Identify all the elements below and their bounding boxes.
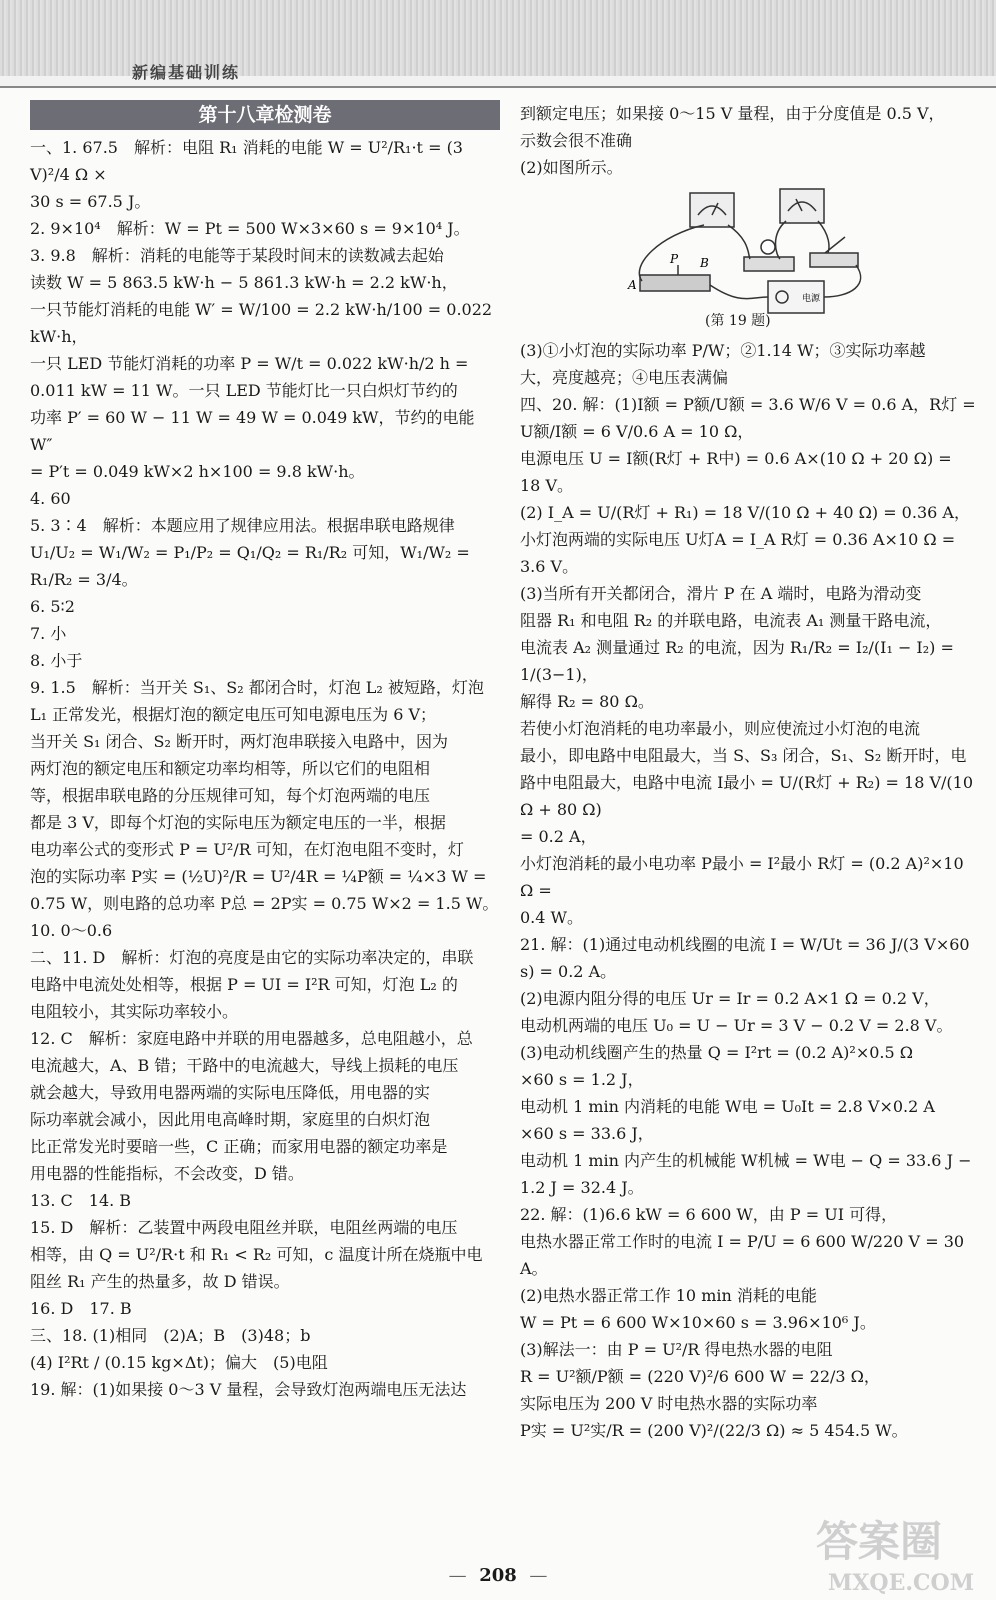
answer-line: 比正常发光时要暗一些，C 正确；而家用电器的额定功率是 (30, 1137, 448, 1156)
page-dash-left: — (448, 1565, 467, 1586)
answer-line: (3)①小灯泡的实际功率 P/W；②1.14 W；③实际功率越 (520, 341, 926, 360)
answer-line: 0.75 W，则电路的总功率 P总 = 2P实 = 0.75 W×2 = 1.5 W。 (30, 894, 499, 913)
answer-line: 21. 解：(1)通过电动机线圈的电流 I = W/Ut = 36 J/(3 V×60 s) = 0.2 A。 (520, 935, 970, 981)
answer-line: = 0.2 A， (520, 827, 597, 846)
figure-caption: (第 19 题) (705, 313, 771, 329)
answer-line: 10. 0～0.6 (30, 921, 113, 940)
answer-line: 都是 3 V，即每个灯泡的实际电压为额定电压的一半，根据 (30, 813, 446, 832)
answer-line: 大，亮度越亮；④电压表满偏 (520, 368, 729, 387)
answer-line: 读数 W = 5 863.5 kW·h − 5 861.3 kW·h = 2.2 kW·h， (30, 273, 458, 292)
answer-line: 0.4 W。 (520, 908, 583, 927)
answer-line: 电路中电流处处相等，根据 P = UI = I²R 可知，灯泡 L₂ 的 (30, 975, 458, 994)
answer-line: 12. C 解析：家庭电路中并联的用电器越多，总电阻越小，总 (30, 1029, 473, 1048)
answer-line: 5. 3∶4 解析：本题应用了规律应用法。根据串联电路规律 (30, 516, 455, 535)
section-title: 第十八章检测卷 (30, 100, 500, 130)
watermark-logo (806, 1508, 976, 1596)
answer-line: 16. D 17. B (30, 1299, 132, 1318)
label-supply: 电源 (802, 294, 821, 304)
answer-line: 实际电压为 200 V 时电热水器的实际功率 (520, 1394, 818, 1413)
answer-line: (3)解法一：由 P = U²/R 得电热水器的电阻 (520, 1340, 833, 1359)
left-answers (30, 134, 500, 1403)
label-b: B (700, 256, 709, 270)
answer-line: 等，根据串联电路的分压规律可知，每个灯泡两端的电压 (30, 786, 431, 805)
answer-line: 9. 1.5 解析：当开关 S₁、S₂ 都闭合时，灯泡 L₂ 被短路，灯泡 (30, 678, 484, 697)
answer-line: 电源电压 U = I额(R灯 + R中) = 0.6 A×(10 Ω + 20 Ω) = 18 V。 (520, 449, 952, 495)
answer-line: 当开关 S₁ 闭合、S₂ 断开时，两灯泡串联接入电路中，因为 (30, 732, 449, 751)
answer-line: 电动机两端的电压 U₀ = U − Ur = 3 V − 0.2 V = 2.8 V。 (520, 1016, 953, 1035)
answer-line: 电流越大，A、B 错；干路中的电流越大，导线上损耗的电压 (30, 1056, 459, 1075)
answer-line: 电流表 A₂ 测量通过 R₂ 的电流，因为 R₁/R₂ = I₂/(I₁ − I₂) = 1/(3−1)， (520, 638, 954, 684)
header-rule (0, 86, 996, 88)
answer-line: 0.011 kW = 11 W。一只 LED 节能灯比一只白炽灯节约的 (30, 381, 458, 400)
answer-line: P实 = U²实/R = (200 V)²/(22/3 Ω) ≈ 5 454.5 W。 (520, 1421, 908, 1440)
answer-line: 示数会很不准确 (520, 131, 633, 150)
circuit-figure (620, 185, 880, 333)
answer-line: 用电器的性能指标，不会改变，D 错。 (30, 1164, 304, 1183)
answer-line: 6. 5∶2 (30, 597, 75, 616)
answer-line: (4) I²Rt / (0.15 kg×Δt)；偏大 (5)电阻 (30, 1353, 328, 1372)
answer-line: 若使小灯泡消耗的电功率最小，则应使流过小灯泡的电流 (520, 719, 921, 738)
answer-line: 解得 R₂ = 80 Ω。 (520, 692, 654, 711)
answer-line: ×60 s = 33.6 J， (520, 1124, 654, 1143)
answer-line: 13. C 14. B (30, 1191, 132, 1210)
label-p: P (670, 252, 679, 266)
page-number-text: 208 (479, 1565, 517, 1586)
right-answers-top (520, 100, 976, 181)
answer-line: W = Pt = 6 600 W×10×60 s = 3.96×10⁶ J。 (520, 1313, 876, 1332)
answer-line: 2. 9×10⁴ 解析：W = Pt = 500 W×3×60 s = 9×10⁴ J。 (30, 219, 470, 238)
answer-line: 路中电阻最大，电路中电流 I最小 = U/(R灯 + R₂) = 18 V/(10 Ω + 80 Ω) (520, 773, 974, 819)
answer-line: 电动机 1 min 内消耗的电能 W电 = U₀It = 2.8 V×0.2 A (520, 1097, 935, 1116)
answer-line: 两灯泡的额定电压和额定功率均相等，所以它们的电阻相 (30, 759, 431, 778)
answer-line: = P′t = 0.049 kW×2 h×100 = 9.8 kW·h。 (30, 462, 365, 481)
right-answers-bottom (520, 337, 976, 1444)
answer-line: 阻丝 R₁ 产生的热量多，故 D 错误。 (30, 1272, 290, 1291)
answer-line: 3. 9.8 解析：消耗的电能等于某段时间末的读数减去起始 (30, 246, 444, 265)
answer-line: 8. 小于 (30, 651, 83, 670)
answer-line: 际功率就会减小，因此用电高峰时期，家庭里的白炽灯泡 (30, 1110, 431, 1129)
answer-line: L₁ 正常发光，根据灯泡的额定电压可知电源电压为 6 V； (30, 705, 437, 724)
answer-line: (3)当所有开关都闭合，滑片 P 在 A 端时，电路为滑动变 (520, 584, 922, 603)
answer-line: 15. D 解析：乙装置中两段电阻丝并联，电阻丝两端的电压 (30, 1218, 458, 1237)
answer-line: 三、18. (1)相同 (2)A；B (3)48；b (30, 1326, 311, 1345)
answer-line: (2)电源内阻分得的电压 Ur = Ir = 0.2 A×1 Ω = 0.2 V， (520, 989, 940, 1008)
answer-line: 1.2 J = 32.4 J。 (520, 1178, 644, 1197)
answer-line: 4. 60 (30, 489, 71, 508)
answer-line: 7. 小 (30, 624, 67, 643)
answer-line: 19. 解：(1)如果接 0～3 V 量程，会导致灯泡两端电压无法达 (30, 1380, 467, 1399)
answer-line: 到额定电压；如果接 0～15 V 量程，由于分度值是 0.5 V， (520, 104, 945, 123)
series-title: 新编基础训练 (132, 63, 241, 82)
answer-line: 小灯泡两端的实际电压 U灯A = I_A R灯 = 0.36 A×10 Ω = 3.6 V。 (520, 530, 956, 576)
watermark-line2: MXQE.COM (828, 1570, 975, 1596)
answer-line: 最小，即电路中电阻最大，当 S、S₃ 闭合，S₁、S₂ 断开时，电 (520, 746, 967, 765)
answer-line: 一只节能灯消耗的电能 W′ = W/100 = 2.2 kW·h/100 = 0.022 kW·h， (30, 300, 493, 346)
answer-line: 22. 解：(1)6.6 kW = 6 600 W，由 P = UI 可得， (520, 1205, 898, 1224)
answer-line: 相等，由 Q = U²/R·t 和 R₁ < R₂ 可知，c 温度计所在烧瓶中电 (30, 1245, 483, 1264)
answer-line: 30 s = 67.5 J。 (30, 192, 151, 211)
answer-line: 二、11. D 解析：灯泡的亮度是由它的实际功率决定的，串联 (30, 948, 474, 967)
watermark-line1: 答案圈 (816, 1517, 943, 1566)
answer-line: 电动机 1 min 内产生的机械能 W机械 = W电 − Q = 33.6 J − (520, 1151, 972, 1170)
answer-line: 功率 P′ = 60 W − 11 W = 49 W = 0.049 kW，节约的电能 W″ (30, 408, 475, 454)
answer-line: 一、1. 67.5 解析：电阻 R₁ 消耗的电能 W = U²/R₁·t = (3 V)²/4 Ω × (30, 138, 463, 184)
page-dash-right: — (529, 1565, 548, 1586)
answer-line: 泡的实际功率 P实 = (½U)²/R = U²/4R = ¼P额 = ¼×3 W = (30, 867, 487, 886)
answer-line: 阻器 R₁ 和电阻 R₂ 的并联电路，电流表 A₁ 测量干路电流， (520, 611, 942, 630)
answer-line: 电功率公式的变形式 P = U²/R 可知，在灯泡电阻不变时，灯 (30, 840, 464, 859)
answer-line: 电阻较小，其实际功率较小。 (30, 1002, 239, 1021)
answer-line: 四、20. 解：(1)I额 = P额/U额 = 3.6 W/6 V = 0.6 A，R灯 = U额/I额 = 6 V/0.6 A = 10 Ω， (520, 395, 976, 441)
answer-line: 电热水器正常工作时的电流 I = P/U = 6 600 W/220 V = 30 A。 (520, 1232, 965, 1278)
answer-line: U₁/U₂ = W₁/W₂ = P₁/P₂ = Q₁/Q₂ = R₁/R₂ 可知，W₁/W₂ = R₁/R₂ = 3/4。 (30, 543, 470, 589)
answer-line: (2)如图所示。 (520, 158, 623, 177)
answer-line: (2) I_A = U/(R灯 + R₁) = 18 V/(10 Ω + 40 Ω) = 0.36 A， (520, 503, 970, 522)
answer-line: 一只 LED 节能灯消耗的功率 P = W/t = 0.022 kW·h/2 h = (30, 354, 469, 373)
answer-line: ×60 s = 1.2 J， (520, 1070, 644, 1089)
label-a: A (628, 278, 637, 292)
right-column (520, 100, 976, 1444)
answer-line: 小灯泡消耗的最小电功率 P最小 = I²最小 R灯 = (0.2 A)²×10 Ω = (520, 854, 964, 900)
left-column (30, 100, 500, 1403)
answer-line: 就会越大，导致用电器两端的实际电压降低，用电器的实 (30, 1083, 431, 1102)
answer-line: (2)电热水器正常工作 10 min 消耗的电能 (520, 1286, 817, 1305)
answer-line: (3)电动机线圈产生的热量 Q = I²rt = (0.2 A)²×0.5 Ω (520, 1043, 914, 1062)
answer-line: R = U²额/P额 = (220 V)²/6 600 W = 22/3 Ω， (520, 1367, 880, 1386)
